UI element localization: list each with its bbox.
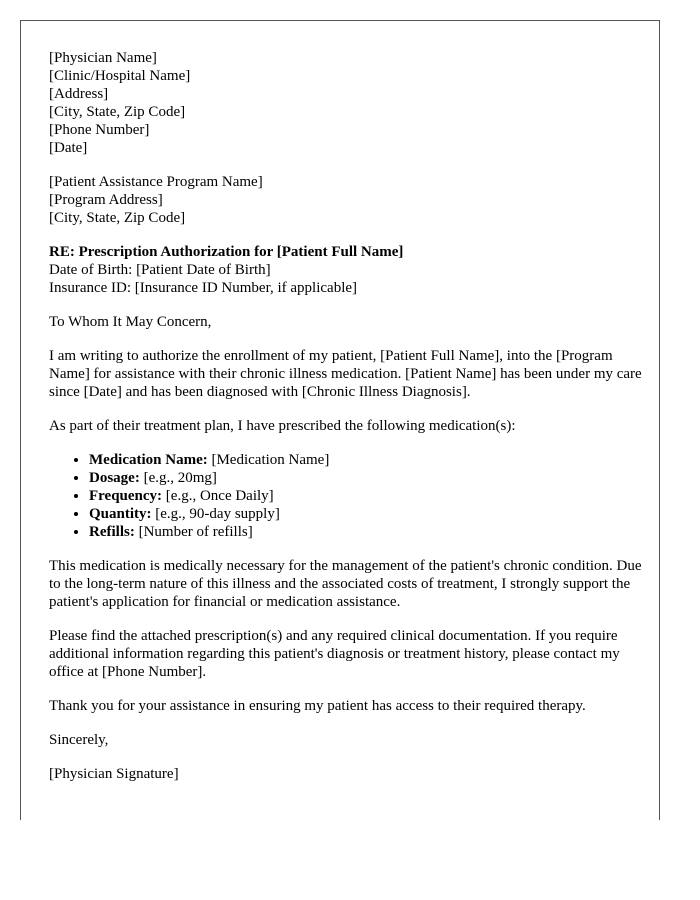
medical-necessity-paragraph: This medication is medically necessary for the management of the patient's chronic condition. Due to the long-term nature of this illness and the associated costs of treatment, I strongly support the patient's application for financial or medication assistance. bbox=[49, 558, 642, 610]
refills-label: Refills: bbox=[89, 524, 135, 540]
closing: Sincerely, bbox=[49, 732, 109, 748]
quantity-label: Quantity: bbox=[89, 506, 152, 522]
list-item bbox=[89, 451, 649, 469]
letter-content bbox=[49, 49, 649, 799]
recipient-address bbox=[49, 173, 649, 227]
re-heading: RE: Prescription Authorization for [Patient Full Name] bbox=[49, 244, 404, 260]
date-of-birth: Date of Birth: [Patient Date of Birth] bbox=[49, 262, 271, 278]
list-item bbox=[89, 505, 649, 523]
list-item bbox=[89, 469, 649, 487]
recipient-city-state-zip: [City, State, Zip Code] bbox=[49, 210, 186, 226]
re-section bbox=[49, 243, 649, 297]
program-name: [Patient Assistance Program Name] bbox=[49, 174, 263, 190]
treatment-plan-paragraph: As part of their treatment plan, I have prescribed the following medication(s): bbox=[49, 418, 516, 434]
medication-name-label: Medication Name: bbox=[89, 452, 208, 468]
attachments-paragraph: Please find the attached prescription(s) and any required clinical documentation. If you require additional information regarding this patient's diagnosis or treatment history, please contact my office at [Phone Number]. bbox=[49, 628, 620, 680]
letter-date: [Date] bbox=[49, 140, 88, 156]
program-address: [Program Address] bbox=[49, 192, 163, 208]
insurance-id: Insurance ID: [Insurance ID Number, if applicable] bbox=[49, 280, 358, 296]
frequency-label: Frequency: bbox=[89, 488, 163, 504]
dosage-label: Dosage: bbox=[89, 470, 140, 486]
medication-list bbox=[49, 451, 649, 541]
medication-name-value: [Medication Name] bbox=[207, 452, 330, 468]
thanks-paragraph: Thank you for your assistance in ensuring my patient has access to their required therapy. bbox=[49, 698, 586, 714]
salutation: To Whom It May Concern, bbox=[49, 314, 212, 330]
sender-phone: [Phone Number] bbox=[49, 122, 150, 138]
physician-signature: [Physician Signature] bbox=[49, 766, 179, 782]
quantity-value: [e.g., 90-day supply] bbox=[151, 506, 280, 522]
letter-page bbox=[20, 20, 660, 820]
frequency-value: [e.g., Once Daily] bbox=[162, 488, 274, 504]
refills-value: [Number of refills] bbox=[134, 524, 253, 540]
sender-street-address: [Address] bbox=[49, 86, 109, 102]
intro-paragraph: I am writing to authorize the enrollment of my patient, [Patient Full Name], into the [Program Name] for assistance with their chronic illness medication. [Patient Name] has been under my care since [Date] and has been diagnosed with [Chronic Illness Diagnosis]. bbox=[49, 348, 642, 400]
clinic-name: [Clinic/Hospital Name] bbox=[49, 68, 191, 84]
list-item bbox=[89, 487, 649, 505]
sender-address bbox=[49, 49, 649, 157]
list-item bbox=[89, 523, 649, 541]
sender-city-state-zip: [City, State, Zip Code] bbox=[49, 104, 186, 120]
dosage-value: [e.g., 20mg] bbox=[139, 470, 217, 486]
physician-name: [Physician Name] bbox=[49, 50, 157, 66]
